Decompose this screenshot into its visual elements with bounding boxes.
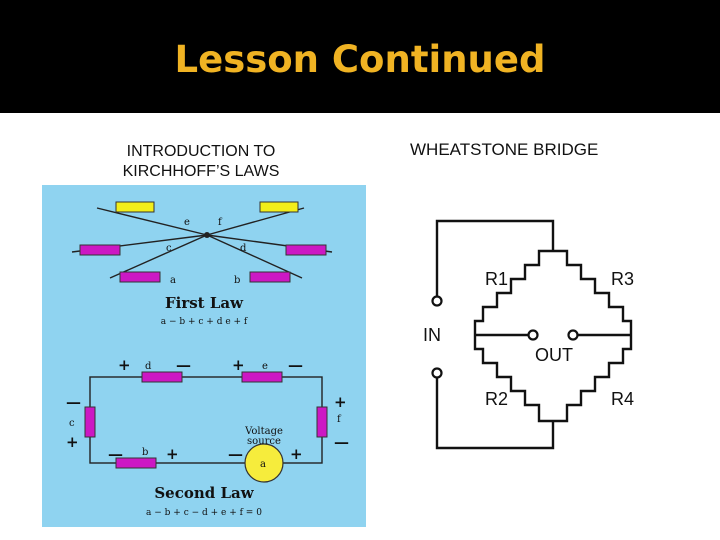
resistor-e — [116, 202, 154, 212]
resistor-c — [80, 245, 120, 255]
resistor-f — [260, 202, 298, 212]
out-terminal-left — [529, 331, 538, 340]
left-caption-line2: KIRCHHOFF’S LAWS — [122, 163, 280, 180]
resistor-d — [286, 245, 326, 255]
loop-resistor-e — [242, 372, 282, 382]
loop-label-f: f — [337, 414, 341, 425]
loop-label-b: b — [142, 447, 149, 458]
resistor-a — [120, 272, 160, 282]
r4-label: R4 — [611, 389, 635, 409]
junction-node — [204, 232, 210, 238]
resistor-b — [250, 272, 290, 282]
sign-minus-c: — — [66, 393, 81, 411]
left-caption — [96, 142, 306, 182]
label-b: b — [234, 275, 241, 286]
sign-plus-d: + — [118, 356, 131, 374]
slide-header — [0, 0, 720, 113]
loop-label-c: c — [69, 418, 75, 429]
out-label: OUT — [535, 345, 573, 365]
second-law-title: Second Law — [154, 484, 254, 502]
wheatstone-bridge-diagram — [415, 213, 655, 478]
sign-minus-f: — — [334, 433, 349, 451]
loop-resistor-c — [85, 407, 95, 437]
sign-plus-b: + — [166, 445, 179, 463]
sign-plus-c: + — [66, 433, 79, 451]
label-d: d — [240, 243, 247, 254]
in-label: IN — [423, 325, 441, 345]
r3-label: R3 — [611, 269, 635, 289]
sign-plus-source: + — [290, 445, 303, 463]
slide-title: Lesson Continued — [174, 38, 546, 81]
loop-label-e: e — [262, 361, 268, 372]
out-terminal-right — [569, 331, 578, 340]
slide-content — [0, 113, 720, 540]
second-law-equation: a − b + c − d + e + f = 0 — [146, 508, 262, 518]
sign-minus-d: — — [176, 356, 191, 374]
first-law-title: First Law — [164, 294, 244, 312]
source-label: a — [260, 459, 266, 470]
sign-minus-e: — — [288, 356, 303, 374]
kirchhoff-diagram — [42, 185, 366, 527]
label-a: a — [170, 275, 176, 286]
source-text-line2: source — [247, 436, 281, 447]
label-e: e — [184, 217, 190, 228]
sign-plus-f: + — [334, 393, 347, 411]
left-caption-line1: INTRODUCTION TO — [126, 143, 276, 160]
in-terminal-top — [433, 297, 442, 306]
r1-label: R1 — [485, 269, 509, 289]
r2-label: R2 — [485, 389, 509, 409]
label-f: f — [218, 217, 222, 228]
loop-label-d: d — [145, 361, 152, 372]
label-c: c — [166, 243, 172, 254]
sign-minus-source: — — [228, 445, 243, 463]
right-caption: WHEATSTONE BRIDGE — [410, 140, 599, 159]
in-terminal-bottom — [433, 369, 442, 378]
sign-plus-e: + — [232, 356, 245, 374]
sign-minus-b: — — [108, 445, 123, 463]
first-law-equation: a − b + c + d e + f — [160, 317, 248, 327]
source-text-line1: Voltage — [245, 426, 283, 437]
loop-resistor-f — [317, 407, 327, 437]
